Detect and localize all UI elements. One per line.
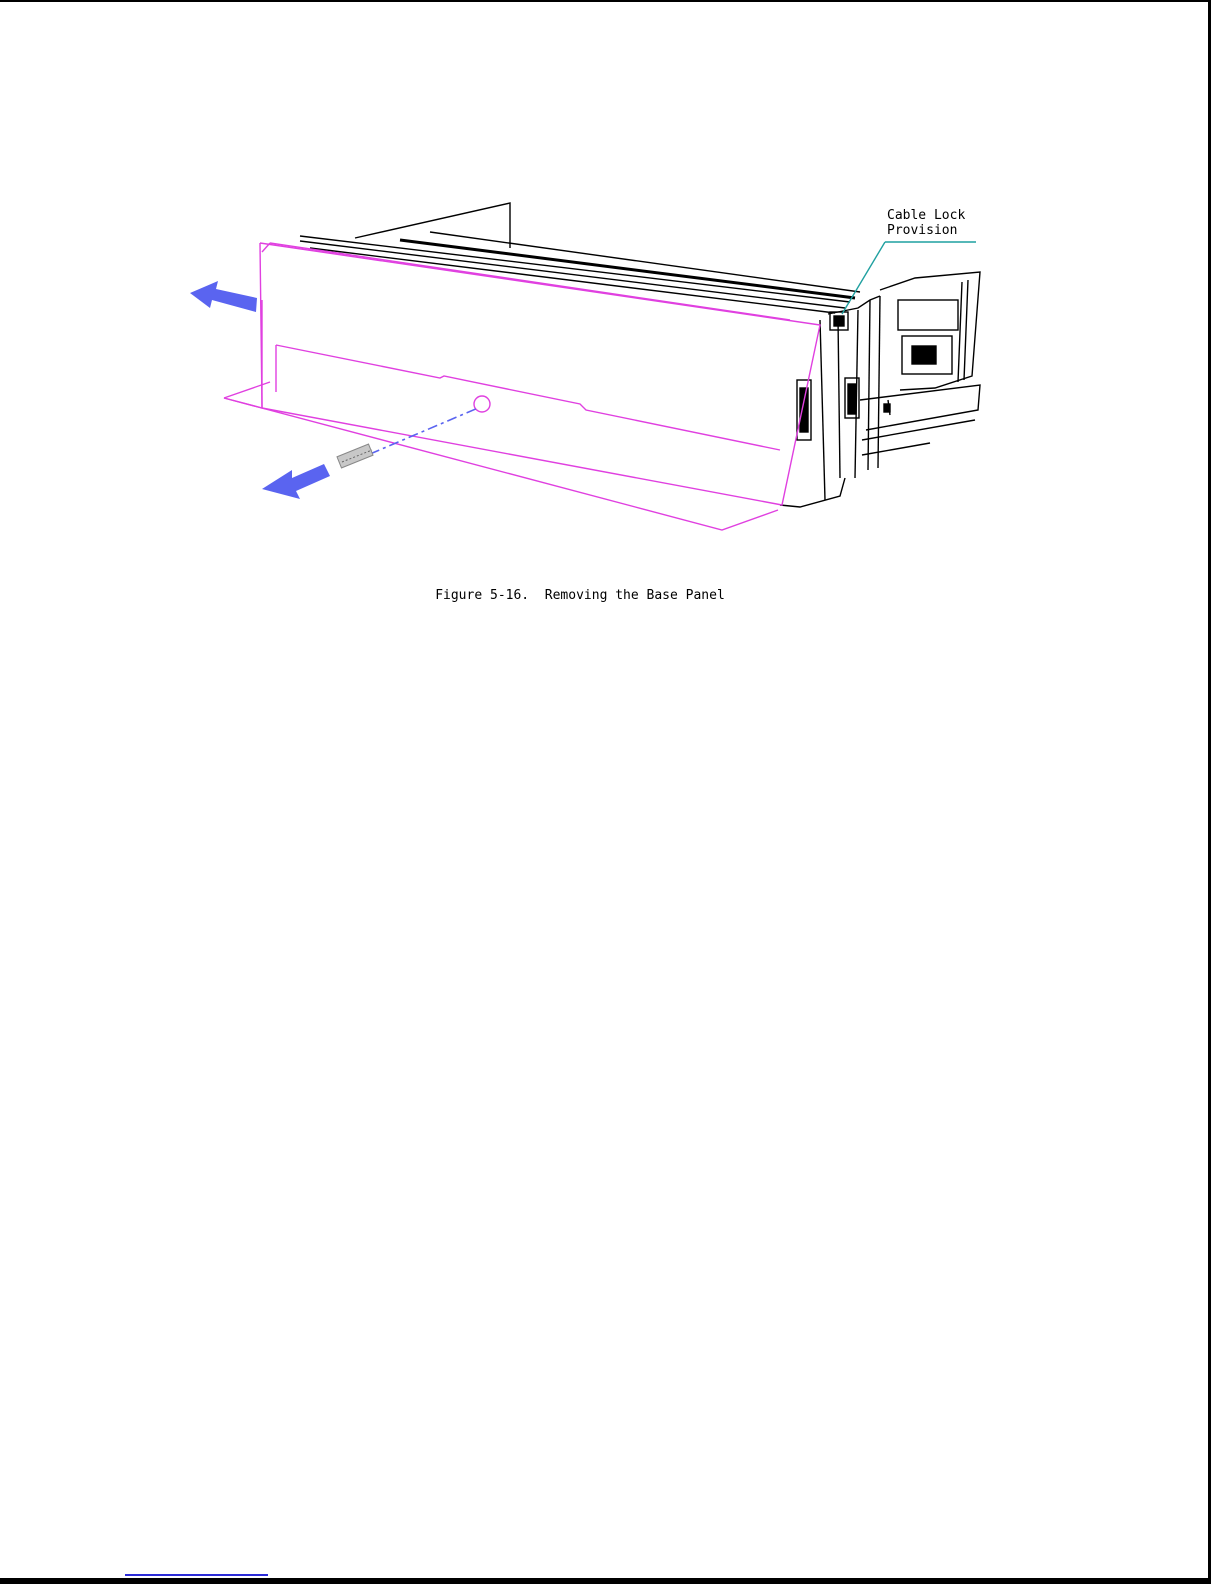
figure-caption: Figure 5-16. Removing the Base Panel — [435, 588, 725, 603]
computer-chassis — [300, 203, 980, 507]
callout-line-2: Provision — [887, 223, 958, 238]
base-panel-removal-illustration — [0, 0, 1224, 640]
pull-left-arrow-icon — [190, 281, 257, 312]
page-border-bottom — [0, 1578, 1211, 1584]
base-panel — [224, 243, 820, 530]
callout-leader — [842, 242, 976, 314]
screw-icon — [337, 408, 478, 468]
page-link[interactable] — [125, 1574, 268, 1576]
cable-lock-callout — [887, 208, 965, 238]
pull-down-left-arrow-icon — [262, 464, 330, 499]
callout-line-1: Cable Lock — [887, 208, 966, 223]
